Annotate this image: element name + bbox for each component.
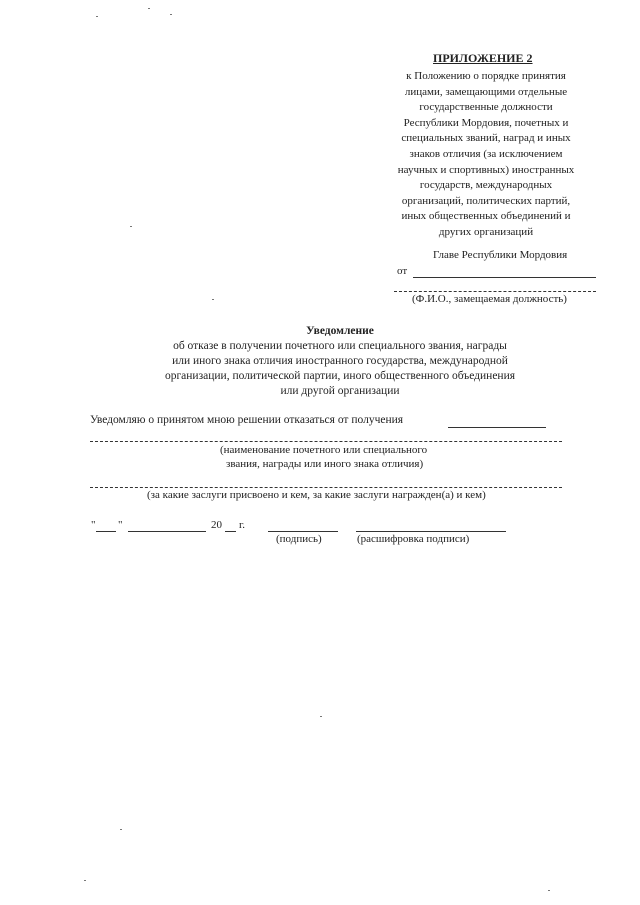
scan-speck	[120, 829, 122, 830]
scan-speck	[548, 890, 550, 891]
notice-title: Уведомление	[306, 325, 374, 337]
appendix-line: к Положению о порядке принятия	[406, 70, 566, 82]
appendix-title: ПРИЛОЖЕНИЕ 2	[433, 51, 533, 65]
date-quote-open: "	[91, 519, 96, 531]
fio-caption: (Ф.И.О., замещаемая должность)	[412, 293, 567, 305]
addressee-to: Главе Республики Мордовия	[433, 249, 568, 261]
merits-line[interactable]	[90, 487, 562, 488]
date-day-line[interactable]	[96, 531, 116, 532]
statement-text: Уведомляю о принятом мною решении отказаться от получения	[90, 414, 404, 426]
signature-caption: (подпись)	[276, 533, 322, 545]
award-name-caption-2: звания, награды или иного знака отличия)	[226, 458, 424, 470]
appendix-line: других организаций	[438, 225, 534, 238]
date-quote-close: "	[118, 519, 123, 531]
award-name-caption-1: (наименование почетного или специального	[220, 444, 428, 456]
signature-decode-line[interactable]	[356, 531, 506, 532]
appendix-line: специальных званий, наград и иных	[401, 132, 571, 145]
scan-speck	[170, 14, 172, 15]
appendix-line: знаков отличия (за исключением	[409, 147, 563, 160]
notice-subtitle-line: или другой организации	[280, 385, 400, 397]
notice-subtitle-line: организации, политической партии, иного общественного объединения	[164, 370, 516, 382]
date-year-prefix: 20	[211, 519, 222, 531]
scan-speck	[130, 226, 132, 227]
notice-heading	[120, 324, 560, 399]
appendix-line: научных и спортивных) иностранных	[397, 163, 575, 176]
award-name-line-1[interactable]	[448, 427, 546, 428]
appendix-line: Республики Мордовия, почетных и	[403, 116, 569, 129]
scan-speck	[96, 16, 98, 17]
signature-line[interactable]	[268, 531, 338, 532]
scan-speck	[320, 716, 322, 717]
appendix-line: иных общественных объединений и	[401, 210, 571, 223]
addressee-from-label: от	[397, 265, 408, 277]
scan-speck	[148, 8, 150, 9]
from-line[interactable]	[413, 277, 596, 278]
appendix-line: государств, международных	[419, 179, 553, 192]
date-year-line[interactable]	[225, 531, 236, 532]
appendix-line: организаций, политических партий,	[401, 194, 571, 207]
scan-speck	[84, 880, 86, 881]
date-month-line[interactable]	[128, 531, 206, 532]
appendix-line: лицами, замещающими отдельные	[404, 85, 568, 98]
notice-subtitle-line: об отказе в получении почетного или специального звания, награды	[173, 340, 507, 352]
date-year-suffix: г.	[239, 519, 246, 531]
signature-decode-caption: (расшифровка подписи)	[357, 533, 470, 545]
award-name-line-2[interactable]	[90, 441, 562, 442]
fio-line[interactable]	[394, 291, 596, 292]
merits-caption: (за какие заслуги присвоено и кем, за какие заслуги награжден(а) и кем)	[147, 489, 486, 501]
notice-subtitle-line: или иного знака отличия иностранного государства, международной	[172, 355, 508, 367]
appendix-description	[378, 69, 594, 241]
appendix-line: государственные должности	[419, 101, 553, 114]
scan-speck	[212, 299, 214, 300]
